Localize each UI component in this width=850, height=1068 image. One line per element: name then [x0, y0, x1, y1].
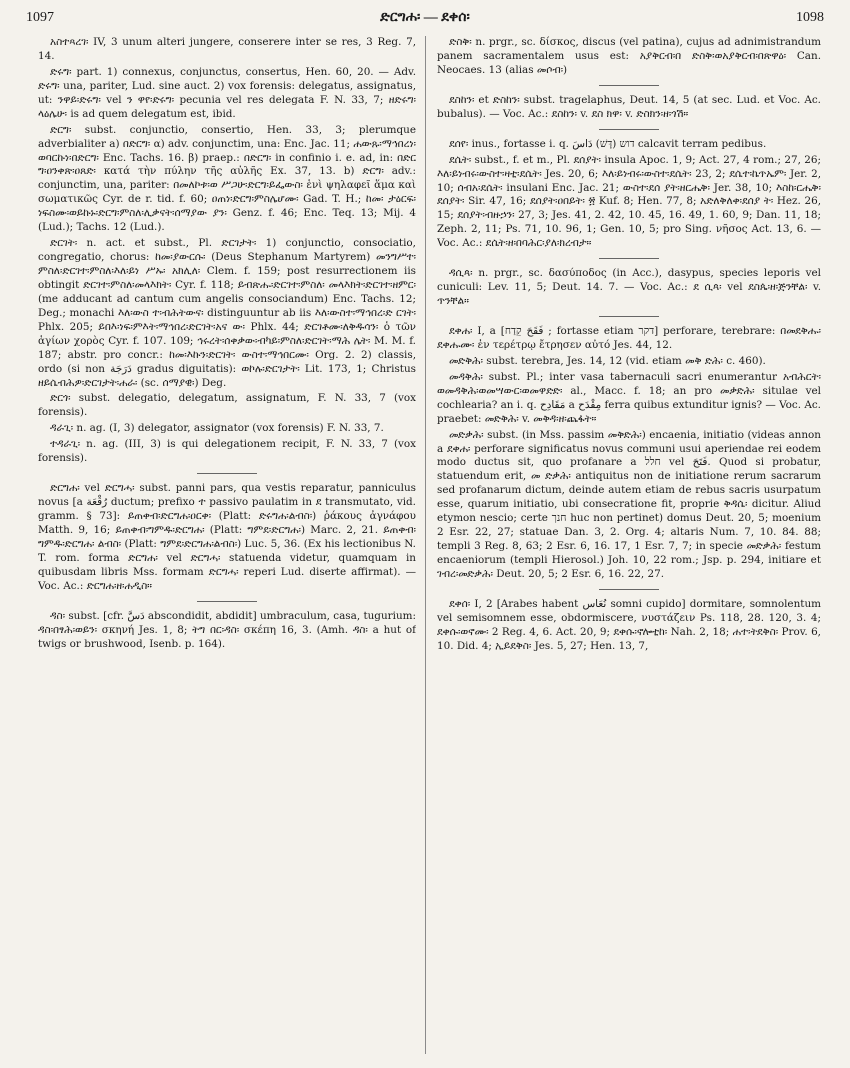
entry-separator — [599, 316, 659, 317]
dictionary-entry: ድርግ፡ subst. conjunctio, consertio, Hen. 33, 3; plerumque adverbialiter a) በድርግ፡ α) adv. conjunctim, una: Enc. Jac. 11; ሐውጹ፡ማኅበረነ፡ወባርኩነ፡በድርግ፡ Enc. Tachs. 16. β) praep.: በድርግ፡ in confinio i. e. ad, in: በድር ግ፡ዐንቀጽ፡ዐጸድ፡ κατά τὴν πύλην τῆς αὐλῆς Ex. 37, 13. b) ድርግ፡ adv.: conjunctim, una, pariter: በመለኮቱ፡ወ ሥጋሁ፡ድርግ፡ይፌውስ፡ ἑνὶ ψηλαφεῖ ἅμα καὶ σωματικῶς Cyr. de r. tid. f. 60; ዐጠነ፡ድርግ፡ምስሌሆሙ፡ Gad. T. H.; ከመ፡ ታዕርፍ፡ነፍስሙ፡ወይኩኑ፡ድርግ፡ምስለ፡ሊቃናት፡ሰማያው ያን፡ Genz. f. 46; Enc. Teq. 13; Mij. 4 (Lud.); Tachs. 12 (Lud.). — [38, 123, 416, 234]
dictionary-entry: ዳራጊ፡ n. ag. (I, 3) delegator, assignator (vox forensis) F. N. 33, 7. — [50, 422, 384, 435]
dictionary-entry: ዳሲጳ፡ n. prgr., sc. δασύποδος (in Acc.), dasypus, species leporis vel cuniculi: Lev. 11, 5; Deut. 14. 7. — Voc. Ac.: ደ ሲጳ፡ vel ደስጴ፡ዘ፡ጅንቸል፡ v. ጥንቸል። — [437, 267, 821, 308]
entry-separator — [599, 129, 659, 130]
right-page-number: 1098 — [796, 10, 824, 25]
dictionary-entry: ደሴት፡ subst., f. et m., Pl. ደሰያት፡ insula Apoc. 1, 9; Act. 27, 4 rom.; 27, 26; እለ፡ይነብሩ፡ውስተ፡ዛቲ፡ደሴት፡ Jes. 20, 6; እለ፡ይነብሩ፡ውስተ፡ደሴት፡ 23, 2; ደሴተ፡ኬጥኤም፡ Jer. 2, 10; ሰብአ፡ደሴት፡ insulani Enc. Jac. 21; ውስተ፡ደሰ ያት፡ዘርሔቅ፡ Jer. 38, 10; እስከ፡ርሔቅ፡ደሰያት፡ Sir. 47, 16; ደሰያት፡ዐበይት፡ ፳ Kuf. 8; Hen. 77, 8; አድለቅለቀ፡ደሰያ ት፡ Hez. 26, 15; ደሰያት፡ብዙኃን፡ 27, 3; Jes. 41, 2. 42, 10. 45, 16. 49, 1. 60, 9; Dan. 11, 18; Zeph. 2, 11; Ps. 71, 10. 96, 1; Gen. 10, 5; pro Sing. νῆσος Act. 13, 6. — Voc. Ac.: ደሴት፡ዘ፡በባሕር፡ያለ፡ክረብታ። — [437, 153, 821, 250]
entry-separator — [599, 85, 659, 86]
dictionary-entry: ድስቅ፡ n. prgr., sc. δίσκος, discus (vel patina), cujus ad adnimistrandum panem sacramentalem usus est: አያቅርብ፡በ ድስቅ፡ወአያቅርብ፡በጽዋዕ፡ Can. Neocaes. 13 (alias መሶብ፡) — [437, 36, 821, 76]
dictionary-entry: ደቀሰ፡ I, 2 [Arabes habent نُعَاس somni cupido] dormitare, somnolentum vel semisomnem esse, obdormiscere, νυστάζειν Ps. 118, 28. 120, 3. 4; ደቀሱ፡ወኖሙ፡ 2 Reg. 4, 6. Act. 20, 9; ደቀሱ፡ኖሎቲከ፡ Nah. 2, 18; ሐተ፡ትደቅስ፡ Prov. 6, 10. Did. 4; ኢይደቅስ፡ Jes. 5, 27; Hen. 13, 7, — [437, 597, 821, 652]
dictionary-entry: ዳስ፡ subst. [cfr. دَسَّ abscondidit, abdidit] umbraculum, casa, tugurium: ዳስ፡በፃሕ፡ወይን፡ σκηνή Jes. 1, 8; ትግ በር፡ዳስ፡ σκέπη 16, 3. (Amh. ዳስ፡ a hut of twigs or brushwood, Isenb. p. 164). — [38, 609, 416, 650]
entry-separator — [197, 601, 257, 602]
left-page-number: 1097 — [26, 10, 54, 25]
dictionary-entry: መዳቅሕ፡ subst. Pl.; inter vasa tabernaculi sacri enumerantur አብሕርት፡ወመዳቅሕ፡ወመሣውር፡ወመዋድድ፡ al., Macc. f. 18; an pro መቃድሕ፡ situlae vel cochlearia? an i. q. مَقَادِح a مِقْدَح ferra quibus extunditur ignis? — Voc. Ac. praebet: መድቅሕ፡ v. መቅዳ፡ዘ፡ጨፋት። — [437, 370, 821, 425]
dictionary-entry: ደቀሐ፡ I, a [فَقَحَ קֵדַח ; fortasse etiam דקר] perforare, terebrare: በመደቅሑ፡ደቀሑሙ፡ ἐν τερέτρῳ ἔτρησεν αὐτό Jes. 44, 12. — [437, 325, 821, 351]
entry-separator — [197, 473, 257, 474]
dictionary-entry: ድርጎ፡ subst. delegatio, delegatum, assignatum, F. N. 33, 7 (vox forensis). — [38, 392, 416, 419]
dictionary-entry: ድርገት፡ n. act. et subst., Pl. ድርገታት፡ 1) conjunctio, consociatio, congregatio, chorus: ከመ፡ያውርሱ፡ (Deus Stephanum Martyrem) መንግሥተ፡ምስለ፡ድርገተ፡ምስለ፡እለ፡ይነ ሥኡ፡ አክሊለ፡ Clem. f. 159; post resurrectionem iis obtingit ድርገተ፡ምስለ፡መላእክት፡ Cyr. f. 118; ይብጽሑ፡ድርገተ፡ምስለ፡ መላእክት፡ድርገተ፡ዘምር፡ (me adducant ad cantum cum angelis consociandum) Enc. Tachs. 12; Deg.; monachi እለ፡ውስ ተ፡ብሕትውና፡ distinguuntur ab iis እለ፡ውስተ፡ማኅበረ፡ድ ርገት፡ Phlx. 205; ይበእ፡ነፍ፡ምእት፡ማኅበረ፡ድርገት፡አና ው፡ Phlx. 44; ድርገቶሙ፡ለቅዱሳን፡ ὁ τῶν ἁγίων χορὸς Cyr. f. 107. 109; ኅሩረት፡ሰቀቃው፡ብካይ፡ምስለ፡ድርገት፡ማሕ ሌት፡ M. M. f. 187; abstr. pro concr.: ከመ፡እኩን፡ድርገት፡ ውስተ፡ማኅበርሙ፡ Org. 2. 2) classis, ordo (si non دَرَجَة gradus diguitatis): ወኮሉ፡ድርገታት፡ Lit. 173, 1; Christus ዘይሴብሕዎ፡ድርገታት፡ሐራ፡ (sc. ሰማያዊ፡) Deg. — [38, 237, 416, 389]
dictionary-entry: ደስከን፡ et ድስከን፡ subst. tragelaphus, Deut. 14, 5 (at sec. Lud. et Voc. Ac. bubalus). — Voc. Ac.: ደስከን፡ v. ደስ ክዋ፡ v. ድስክን፡ዘ፡ጎሽ። — [437, 93, 821, 120]
dictionary-entry: ድሩግ፡ part. 1) connexus, conjunctus, consertus, Hen. 60, 20. — Adv. ድሩግ፡ una, pariter, Lud. sine auct. 2) vox forensis: delegatus, assignatus, ut: ንዋይ፡ድሩግ፡ vel ን ዋየ፡ድሩግ፡ pecunia vel res delegata F. N. 33, 7; ዘድሩግ፡ ላዕሌሁ፡ is ad quem delegatum est, ibid. — [38, 65, 416, 120]
dictionary-entry: መድቃሕ፡ subst. (in Mss. passim መቅድሕ፡) encaenia, initiatio (videas annon a ደቀሐ፡ perforare significatus novus communi usui aperiendae rei eodem modo ductus sit, quo profanare a חלל vel فَتَحَ. Quod si probatur, statuendum erit, መ ድቃሕ፡ antiquitus non de initiatione rerum sacrarum sed profanarum dictum, deinde autem etiam de rebus sacris usurpatum esse, quarum initiatio, ubi consecratione fit, proprie ቅዳሴ፡ dicitur. Aliud etymon nescio; certe חנך huc non pertinet) domus Deut. 20, 5; moenium 2 Esr. 22, 27; statuae Dan. 3, 2. Org. 4; altaris Num. 7, 10. 84. 88; templi 3 Reg. 8, 63; 2 Esr. 6, 16. 17, 1 Esr. 7, 7; in specie መድቃሕ፡ festum encaeniorum (templi Hierosol.) Joh. 10, 22 rom.; Jsp. p. 294, initiare et ገብረ፡መድቃሕ፡ Deut. 20, 5; 2 Esr. 6, 16. 22, 27. — [437, 428, 821, 580]
left-column — [38, 36, 416, 1058]
right-column — [437, 36, 821, 1058]
dictionary-entry: አስተጻረገ፡ IV, 3 unum alteri jungere, conserere inter se res, 3 Reg. 7, 14. — [38, 36, 416, 62]
running-title: ድርግሐ፡ — ደቀሰ፡ — [380, 10, 470, 25]
entry-separator — [599, 258, 659, 259]
column-divider — [425, 36, 426, 1054]
entry-separator — [599, 589, 659, 590]
dictionary-entry: ደሰየ፡ inus., fortasse i. q. דוש (דָּשׁ) دَاسَ calcavit terram pedibus. — [449, 137, 767, 150]
dictionary-entry: መድቅሕ፡ subst. terebra, Jes. 14, 12 (vid. etiam መቅ ድሕ፡ c. 460). — [449, 354, 766, 367]
page-header — [26, 9, 824, 29]
dictionary-entry: ድርግሐ፡ vel ድርግሓ፡ subst. panni pars, qua vestis reparatur, panniculus novus [a رُقْعَة ductum; prefixo ተ passivo paulatim in ደ transmutato, vid. gramm. § 73]: ይጠቀብ፡ድርግሐ፡ዐርቀ፡ (Platt: ድሩግሐ፡ልብስ፡) ῥάκους ἀγνάφου Matth. 9, 16; ይጠቀብ፡ግምዱ፡ድርግሐ፡ (Platt: ግምደ፡ድርግሐ፡) Marc. 2, 21. ይጠቀብ፡ግምዱ፡ድርግሐ፡ ልብስ፡ (Platt: ግምደ፡ድርግሐ፡ልብስ፡) Luc. 5, 36. (Ex his lectionibus N. T. rom. forma ድርግሐ፡ vel ድርግሓ፡ statuenda videtur, quamquam in quibusdam libris Mss. formam ድርግሓ፡ reperi Lud. diserte affirmat). — Voc. Ac.: ድርግሐ፡ዘ፡ሐዲስ። — [38, 482, 416, 592]
dictionary-entry: ተዳራጊ፡ n. ag. (III, 3) is qui delegationem recipit, F. N. 33, 7 (vox forensis). — [38, 438, 416, 465]
